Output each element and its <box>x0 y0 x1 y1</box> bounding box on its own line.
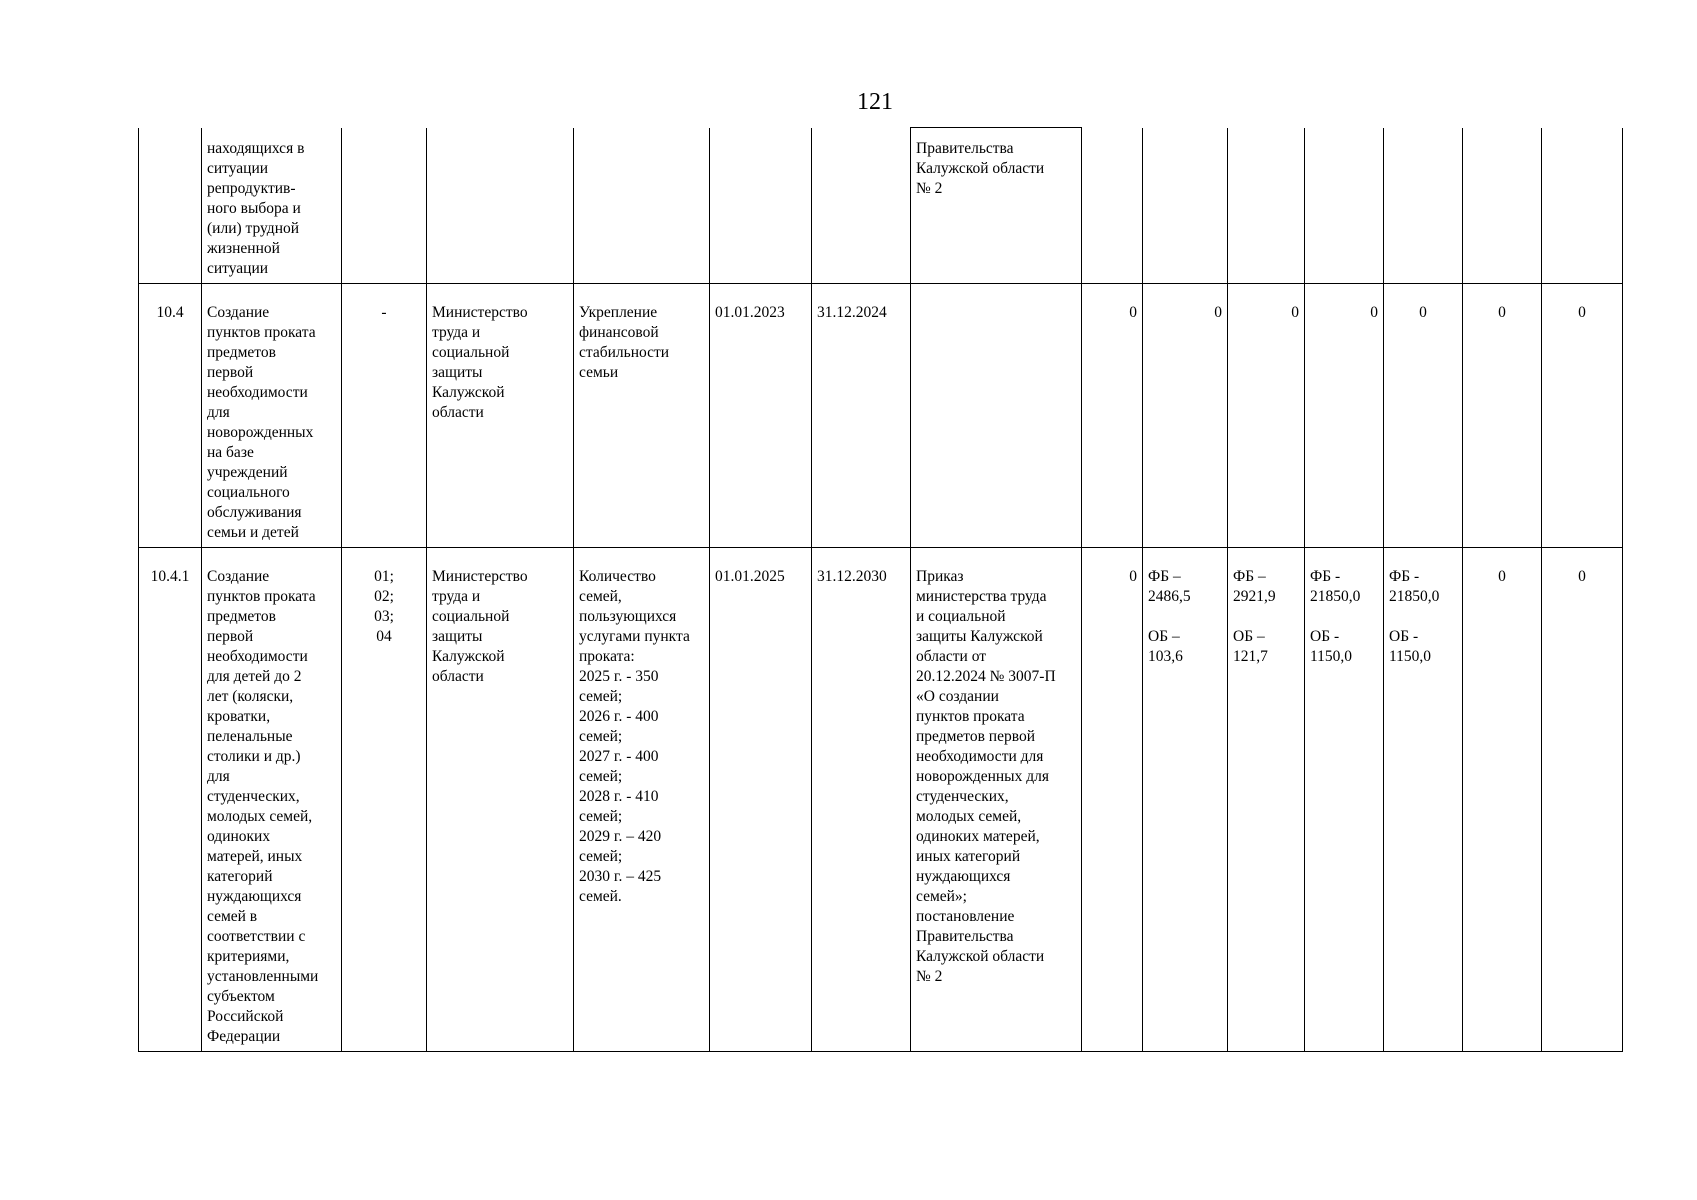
legal-document-line: № 2 <box>916 967 943 985</box>
legal-document-line: «О создании <box>916 687 999 705</box>
funding-value-6 <box>1463 547 1542 1051</box>
activity-name-line: новорожденных <box>207 423 314 441</box>
funding-value-5 <box>1384 128 1463 284</box>
expected-result-line: семей; <box>579 767 623 785</box>
funding-value-7-line: 0 <box>1578 303 1586 321</box>
activity-name-line: для <box>207 767 230 785</box>
activity-name-line: Российской <box>207 1007 284 1025</box>
legal-document-line: постановление <box>916 907 1015 925</box>
funding-value-7-line: 0 <box>1578 567 1586 585</box>
legal-document <box>911 547 1082 1051</box>
executor <box>427 547 574 1051</box>
task-numbers <box>342 547 427 1051</box>
legal-document-line: Приказ <box>916 567 964 585</box>
legal-document-line: министерства труда <box>916 587 1047 605</box>
expected-result-line: 2027 г. - 400 <box>579 747 659 765</box>
legal-document-line: 20.12.2024 № 3007-П <box>916 667 1056 685</box>
start-date <box>710 128 812 284</box>
activity-name-line: кроватки, <box>207 707 271 725</box>
funding-value-5-line: 1150,0 <box>1389 647 1432 665</box>
funding-value-3 <box>1228 547 1305 1051</box>
activity-name-line: семьи и детей <box>207 523 299 541</box>
executor-line: социальной <box>432 607 510 625</box>
task-numbers-line: 03; <box>374 607 394 625</box>
end-date-line: 31.12.2024 <box>817 303 887 321</box>
expected-result-line: семей; <box>579 727 623 745</box>
funding-value-1-line: 0 <box>1129 303 1137 321</box>
legal-document-line: новорожденных для <box>916 767 1049 785</box>
funding-value-3-line: ОБ – <box>1233 627 1265 645</box>
expected-result-line: семей; <box>579 847 623 865</box>
activity-name-line: соответствии с <box>207 927 306 945</box>
expected-result-line: 2028 г. - 410 <box>579 787 659 805</box>
expected-result-line: услугами пункта <box>579 627 690 645</box>
legal-document <box>911 283 1082 547</box>
funding-value-2-line: ОБ – <box>1148 627 1180 645</box>
activity-name-line: первой <box>207 363 254 381</box>
program-activities-table <box>138 127 1623 1052</box>
activity-name-line: семей в <box>207 907 258 925</box>
legal-document-line: одиноких матерей, <box>916 827 1040 845</box>
funding-value-2 <box>1143 128 1228 284</box>
activity-name-line: необходимости <box>207 647 308 665</box>
funding-value-1-line: 0 <box>1129 567 1137 585</box>
funding-value-3-line: ФБ – <box>1233 567 1266 585</box>
legal-document-line: необходимости для <box>916 747 1044 765</box>
funding-value-4 <box>1305 547 1384 1051</box>
funding-value-3-line: 2921,9 <box>1233 587 1276 605</box>
funding-value-2-line: 2486,5 <box>1148 587 1191 605</box>
activity-name <box>202 547 342 1051</box>
expected-result-line: 2025 г. - 350 <box>579 667 659 685</box>
start-date-line: 01.01.2025 <box>715 567 785 585</box>
legal-document <box>911 128 1082 284</box>
funding-value-4-line <box>1310 607 1378 627</box>
executor-line: Калужской <box>432 647 505 665</box>
expected-result <box>574 128 710 284</box>
activity-name-line: установленными <box>207 967 319 985</box>
legal-document-line: Правительства <box>916 140 1014 157</box>
funding-value-5-line <box>1389 607 1457 627</box>
activity-name-line: репродуктив- <box>207 179 296 197</box>
funding-value-7 <box>1542 547 1623 1051</box>
task-numbers-line: - <box>381 303 387 321</box>
expected-result-line: Укрепление <box>579 303 658 321</box>
item-number <box>139 128 202 284</box>
expected-result-line: 2026 г. - 400 <box>579 707 659 725</box>
funding-value-5-line: ОБ - <box>1389 627 1419 645</box>
legal-document-line: Правительства <box>916 927 1014 945</box>
expected-result-line: 2029 г. – 420 <box>579 827 662 845</box>
expected-result-line: финансовой <box>579 323 659 341</box>
legal-document-line: молодых семей, <box>916 807 1022 825</box>
funding-value-2-line <box>1148 607 1222 627</box>
activity-name-line: предметов <box>207 343 276 361</box>
task-numbers-line: 01; <box>374 567 394 585</box>
funding-value-2 <box>1143 547 1228 1051</box>
activity-name-line: для <box>207 403 230 421</box>
table-row <box>139 547 1623 1051</box>
expected-result-line: пользующихся <box>579 607 677 625</box>
funding-value-7 <box>1542 283 1623 547</box>
item-number-line: 10.4.1 <box>150 567 190 585</box>
funding-value-5 <box>1384 283 1463 547</box>
funding-value-3-line <box>1233 607 1299 627</box>
activity-name <box>202 128 342 284</box>
activity-name-line: первой <box>207 627 254 645</box>
item-number-line: 10.4 <box>156 303 184 321</box>
funding-value-4-line: 21850,0 <box>1310 587 1361 605</box>
expected-result-line: семей; <box>579 807 623 825</box>
funding-value-4-line: 1150,0 <box>1310 647 1353 665</box>
funding-value-5 <box>1384 547 1463 1051</box>
executor-line: области <box>432 667 484 685</box>
funding-value-4 <box>1305 283 1384 547</box>
funding-value-4 <box>1305 128 1384 284</box>
funding-value-2 <box>1143 283 1228 547</box>
legal-document-line: студенческих, <box>916 787 1009 805</box>
expected-result-line: семей, <box>579 587 622 605</box>
expected-result-line: семей. <box>579 887 622 905</box>
executor-line: социальной <box>432 343 510 361</box>
legal-document-line: нуждающихся <box>916 867 1011 885</box>
activity-name-line: пеленальные <box>207 727 293 745</box>
item-number <box>139 283 202 547</box>
expected-result-line: семьи <box>579 363 619 381</box>
funding-value-4-line: 0 <box>1370 303 1378 321</box>
activity-name-line: социального <box>207 483 290 501</box>
activity-name-line: пунктов проката <box>207 323 316 341</box>
executor-line: Министерство <box>432 303 528 321</box>
start-date <box>710 547 812 1051</box>
legal-document-line: предметов первой <box>916 727 1035 745</box>
legal-document-line: № 2 <box>916 180 943 197</box>
funding-value-2-line: 103,6 <box>1148 647 1183 665</box>
legal-document-line: семей»; <box>916 887 967 905</box>
funding-value-2-line: ФБ – <box>1148 567 1181 585</box>
expected-result-line: проката: <box>579 647 635 665</box>
activity-name-line: Создание <box>207 567 270 585</box>
funding-value-7 <box>1542 128 1623 284</box>
activity-name-line: обслуживания <box>207 503 302 521</box>
activity-name-line: матерей, иных <box>207 847 303 865</box>
executor-line: труда и <box>432 323 481 341</box>
activity-name-line: субъектом <box>207 987 275 1005</box>
legal-document-line: иных категорий <box>916 847 1021 865</box>
funding-value-6-line: 0 <box>1498 567 1506 585</box>
funding-value-4-line: ОБ - <box>1310 627 1340 645</box>
item-number <box>139 547 202 1051</box>
activity-name-line: на базе <box>207 443 254 461</box>
executor <box>427 283 574 547</box>
expected-result <box>574 283 710 547</box>
activity-name-line: пунктов проката <box>207 587 316 605</box>
expected-result-line: семей; <box>579 687 623 705</box>
executor-line: труда и <box>432 587 481 605</box>
funding-value-4-line: ФБ - <box>1310 567 1341 585</box>
expected-result <box>574 547 710 1051</box>
executor-line: защиты <box>432 627 483 645</box>
task-numbers-line: 02; <box>374 587 394 605</box>
executor <box>427 128 574 284</box>
legal-document-line: защиты Калужской <box>916 627 1043 645</box>
activity-name-line: нуждающихся <box>207 887 302 905</box>
activity-name-line: молодых семей, <box>207 807 313 825</box>
table-row <box>139 283 1623 547</box>
activity-name-line: студенческих, <box>207 787 300 805</box>
activity-name-line: предметов <box>207 607 276 625</box>
end-date <box>812 283 911 547</box>
activity-name-line: столики и др.) <box>207 747 301 765</box>
start-date <box>710 283 812 547</box>
activity-name <box>202 283 342 547</box>
end-date <box>812 547 911 1051</box>
activity-name-line: (или) трудной <box>207 219 300 237</box>
page-number: 121 <box>857 89 893 115</box>
funding-value-6 <box>1463 128 1542 284</box>
start-date-line: 01.01.2023 <box>715 303 785 321</box>
activity-name-line: критериями, <box>207 947 290 965</box>
table-row <box>139 128 1623 284</box>
funding-value-1 <box>1082 547 1143 1051</box>
funding-value-6 <box>1463 283 1542 547</box>
funding-value-3 <box>1228 128 1305 284</box>
activity-name-line: категорий <box>207 867 273 885</box>
expected-result-line: стабильности <box>579 343 670 361</box>
expected-result-line: 2030 г. – 425 <box>579 867 662 885</box>
activity-name-line: учреждений <box>207 463 288 481</box>
funding-value-1 <box>1082 128 1143 284</box>
executor-line: Министерство <box>432 567 528 585</box>
funding-value-5-line: 0 <box>1419 303 1427 321</box>
activity-name-line: Федерации <box>207 1027 281 1045</box>
executor-line: Калужской <box>432 383 505 401</box>
activity-name-line: ного выбора и <box>207 199 301 217</box>
legal-document-line: пунктов проката <box>916 707 1025 725</box>
activity-name-line: Создание <box>207 303 270 321</box>
activity-name-line: жизненной <box>207 239 280 257</box>
funding-value-6-line: 0 <box>1498 303 1506 321</box>
task-numbers-line: 04 <box>376 627 392 645</box>
activity-name-line: необходимости <box>207 383 308 401</box>
legal-document-line: Калужской области <box>916 947 1045 965</box>
expected-result-line: Количество <box>579 567 656 585</box>
funding-value-3-line: 121,7 <box>1233 647 1268 665</box>
activity-name-line: ситуации <box>207 259 269 277</box>
funding-value-5-line: ФБ - <box>1389 567 1420 585</box>
activity-name-line: лет (коляски, <box>207 687 294 705</box>
activity-name-line: одиноких <box>207 827 271 845</box>
end-date-line: 31.12.2030 <box>817 567 887 585</box>
funding-value-3 <box>1228 283 1305 547</box>
end-date <box>812 128 911 284</box>
activity-name-line: ситуации <box>207 159 269 177</box>
activity-name-line: находящихся в <box>207 139 305 157</box>
executor-line: области <box>432 403 484 421</box>
legal-document-line: Калужской области <box>916 160 1045 177</box>
legal-document-line: области от <box>916 647 987 665</box>
executor-line: защиты <box>432 363 483 381</box>
funding-value-5-line: 21850,0 <box>1389 587 1440 605</box>
funding-value-3-line: 0 <box>1291 303 1299 321</box>
funding-value-1 <box>1082 283 1143 547</box>
activity-name-line: для детей до 2 <box>207 667 302 685</box>
funding-value-2-line: 0 <box>1214 303 1222 321</box>
task-numbers <box>342 128 427 284</box>
legal-document-line: и социальной <box>916 607 1006 625</box>
task-numbers <box>342 283 427 547</box>
